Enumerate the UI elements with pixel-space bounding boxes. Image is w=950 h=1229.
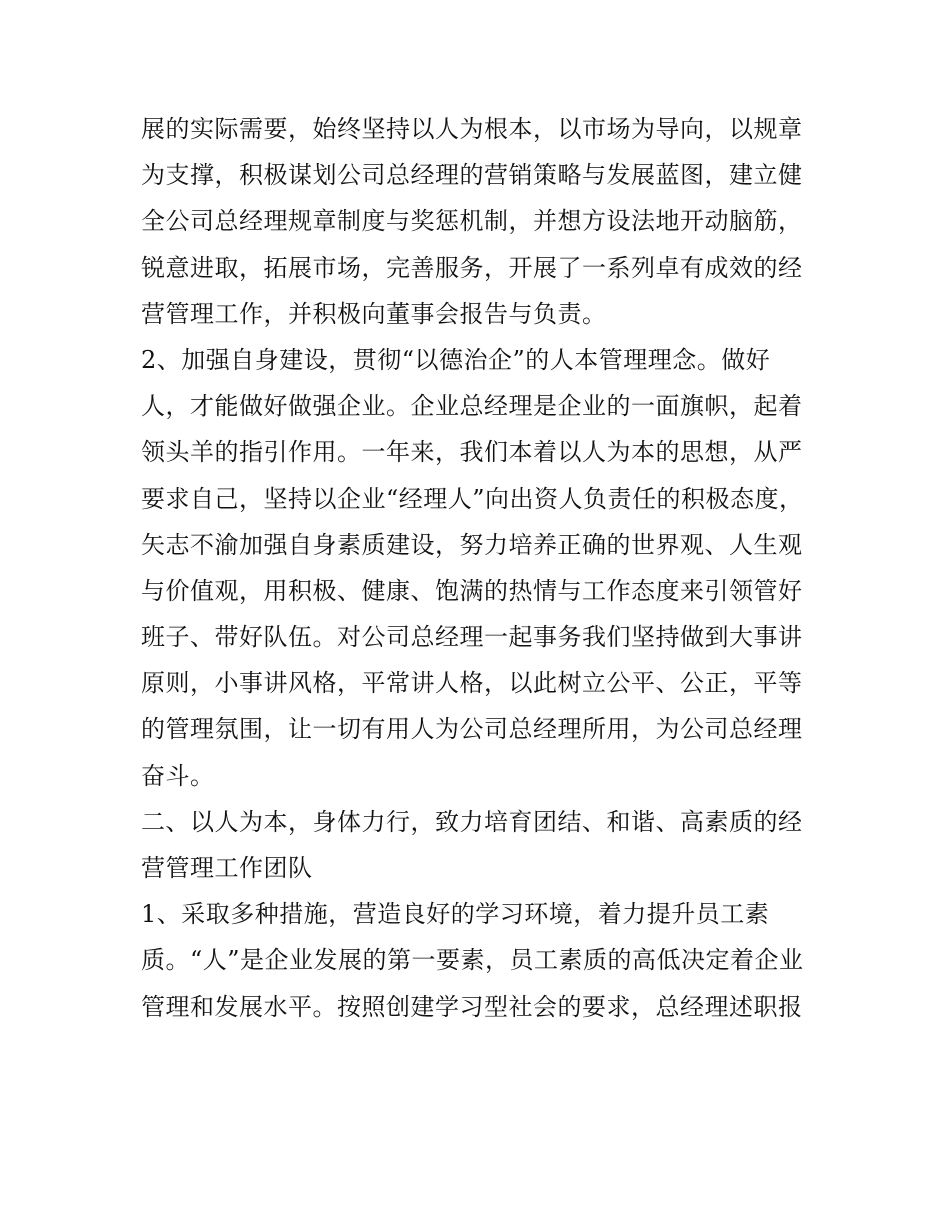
text-line: 2、加强自身建设，贯彻“以德治企”的人本管理理念。做好: [141, 345, 771, 374]
text-line: 为支撑，积极谋划公司总经理的营销策略与发展蓝图，建立健: [141, 161, 803, 190]
text-line: 全公司总经理规章制度与奖惩机制，并想方设法地开动脑筋，: [141, 207, 803, 236]
text-line: 奋斗。: [141, 761, 215, 790]
text-line: 管理和发展水平。按照创建学习型社会的要求，总经理述职报: [141, 992, 803, 1021]
text-line: 原则，小事讲风格，平常讲人格，以此树立公平、公正，平等: [141, 669, 803, 698]
text-line: 营管理工作团队: [141, 854, 313, 882]
text-line: 1、采取多种措施，营造良好的学习环境，着力提升员工素: [141, 900, 770, 929]
text-line: 领头羊的指引作用。一年来，我们本着以人为本的思想，从严: [141, 438, 803, 467]
text-line: 的管理氛围，让一切有用人为公司总经理所用，为公司总经理: [141, 715, 803, 744]
text-line: 要求自己，坚持以企业“经理人”向出资人负责任的积极态度，: [141, 484, 804, 513]
text-line: 矢志不渝加强自身素质建设，努力培养正确的世界观、人生观: [141, 530, 803, 559]
text-line: 质。“人”是企业发展的第一要素，员工素质的高低决定着企业: [141, 946, 804, 975]
text-line: 班子、带好队伍。对公司总经理一起事务我们坚持做到大事讲: [141, 623, 803, 652]
text-line: 与价值观，用积极、健康、饱满的热情与工作态度来引领管好: [141, 576, 803, 605]
text-line: 二、以人为本，身体力行，致力培育团结、和谐、高素质的经: [141, 807, 803, 836]
text-line: 营管理工作，并积极向董事会报告与负责。: [141, 299, 607, 328]
text-line: 展的实际需要，始终坚持以人为根本，以市场为导向，以规章: [141, 115, 803, 143]
text-line: 人，才能做好做强企业。企业总经理是企业的一面旗帜，起着: [141, 392, 803, 421]
text-line: 锐意进取，拓展市场，完善服务，开展了一系列卓有成效的经: [141, 253, 803, 282]
document-body: [141, 106, 821, 1030]
